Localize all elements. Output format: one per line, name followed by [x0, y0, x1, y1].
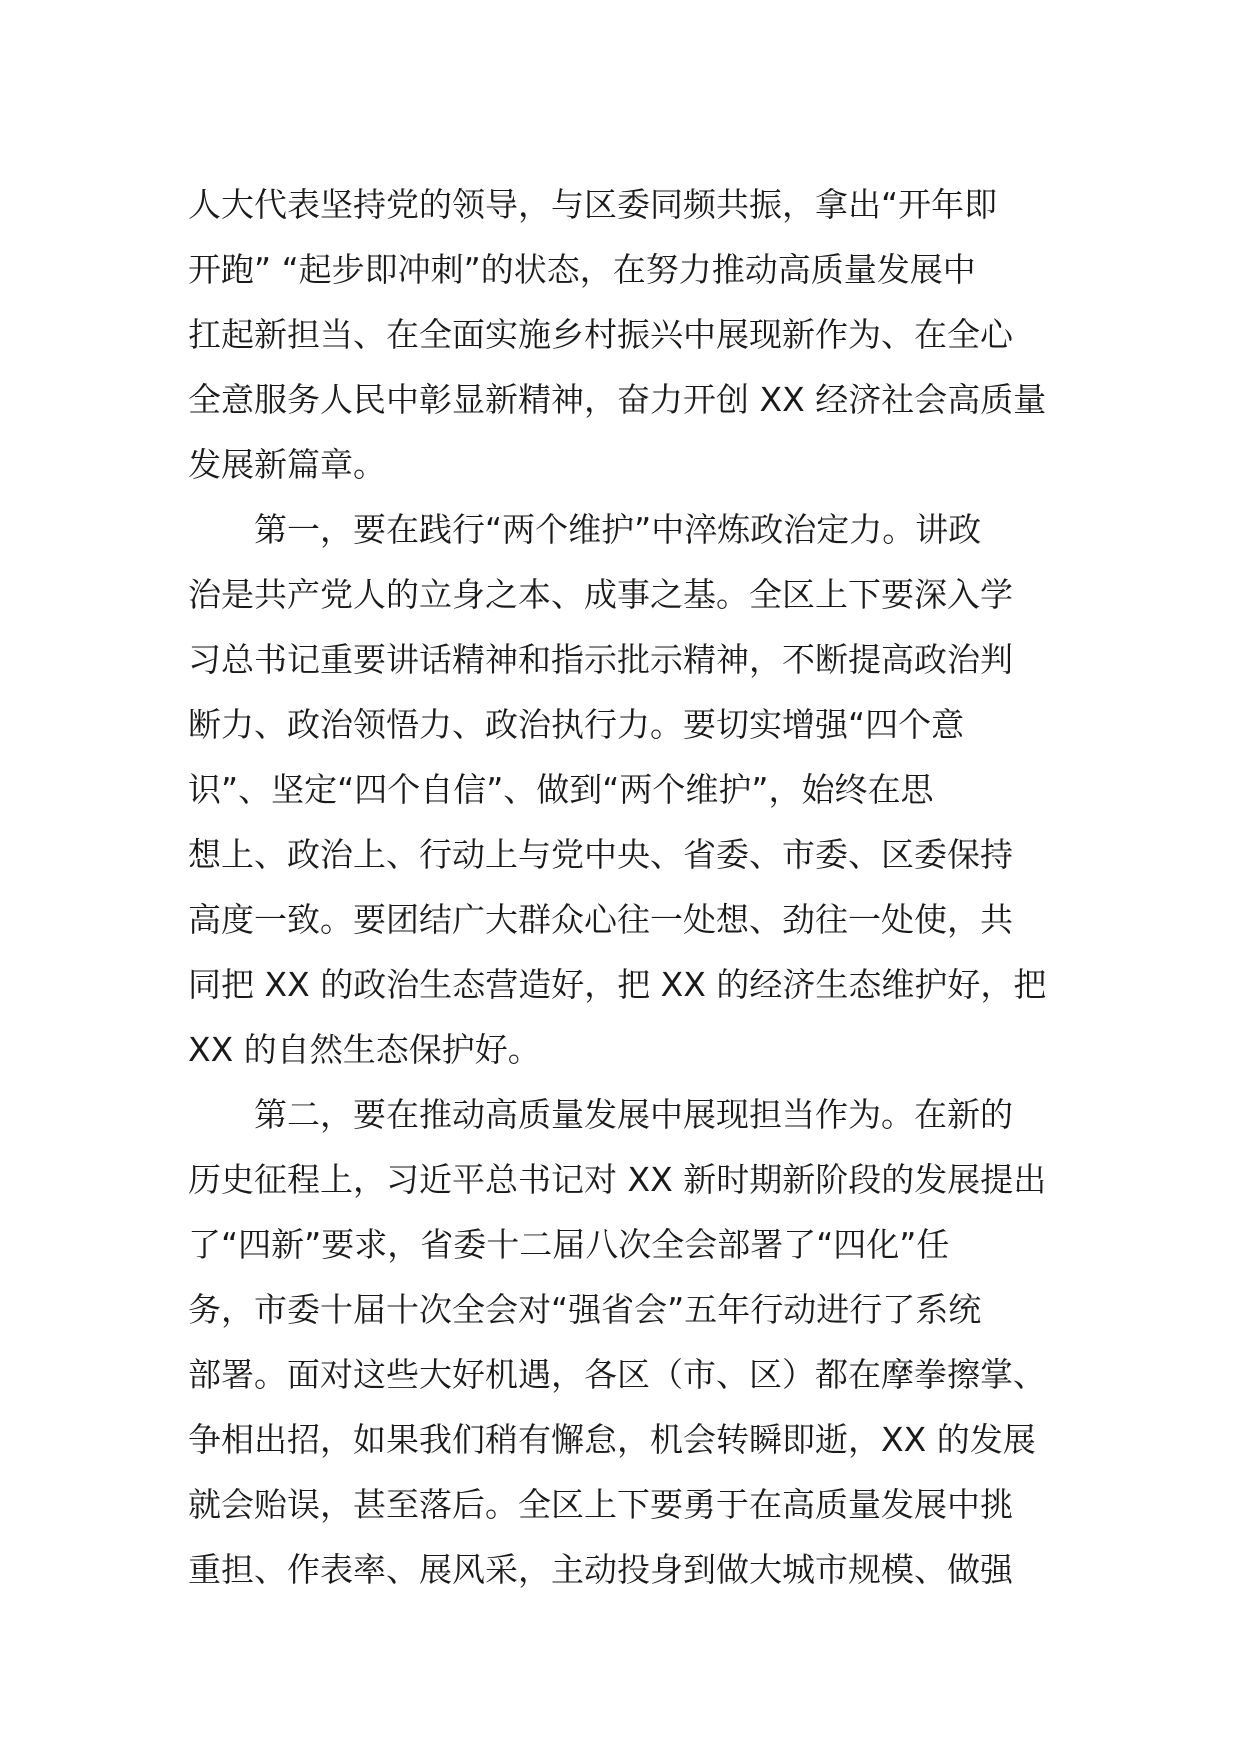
- text-line: 就会贻误，甚至落后。全区上下要勇于在高质量发展中挑: [188, 1485, 1013, 1524]
- text-line: 治是共产党人的立身之本、成事之基。全区上下要深入学: [188, 575, 1013, 614]
- text-line: 部署。面对这些大好机遇，各区（市、区）都在摩拳擦掌、: [188, 1355, 1046, 1394]
- text-line: 想上、政治上、行动上与党中央、省委、市委、区委保持: [188, 835, 1013, 874]
- text-line: 开跑” “起步即冲刺”的状态，在努力推动高质量发展中: [188, 250, 976, 289]
- body-text: [188, 172, 1056, 1602]
- text-line: 第二，要在推动高质量发展中展现担当作为。在新的: [188, 1095, 1013, 1134]
- text-line: 高度一致。要团结广大群众心往一处想、劲往一处使，共: [188, 900, 1013, 939]
- text-line: XX 的自然生态保护好。: [188, 1030, 541, 1069]
- text-line: 重担、作表率、展风采，主动投身到做大城市规模、做强: [188, 1550, 1013, 1589]
- text-line: 第一，要在践行“两个维护”中淬炼政治定力。讲政: [188, 510, 982, 549]
- text-line: 人大代表坚持党的领导，与区委同频共振，拿出“开年即: [188, 185, 998, 224]
- text-line: 同把 XX 的政治生态营造好，把 XX 的经济生态维护好，把: [188, 965, 1047, 1004]
- text-line: 全意服务人民中彰显新精神，奋力开创 XX 经济社会高质量: [188, 380, 1047, 419]
- text-line: 扛起新担当、在全面实施乡村振兴中展现新作为、在全心: [188, 315, 1013, 354]
- text-line: 务，市委十届十次全会对“强省会”五年行动进行了系统: [188, 1290, 982, 1329]
- text-line: 断力、政治领悟力、政治执行力。要切实增强“四个意: [188, 705, 965, 744]
- text-line: 了“四新”要求，省委十二届八次全会部署了“四化”任: [188, 1225, 950, 1264]
- text-line: 争相出招，如果我们稍有懈怠，机会转瞬即逝，XX 的发展: [188, 1420, 1036, 1459]
- text-line: 发展新篇章。: [188, 445, 386, 484]
- text-line: 识”、坚定“四个自信”、做到“两个维护”，始终在思: [188, 770, 934, 809]
- text-line: 历史征程上，习近平总书记对 XX 新时期新阶段的发展提出: [188, 1160, 1047, 1199]
- text-line: 习总书记重要讲话精神和指示批示精神，不断提高政治判: [188, 640, 1013, 679]
